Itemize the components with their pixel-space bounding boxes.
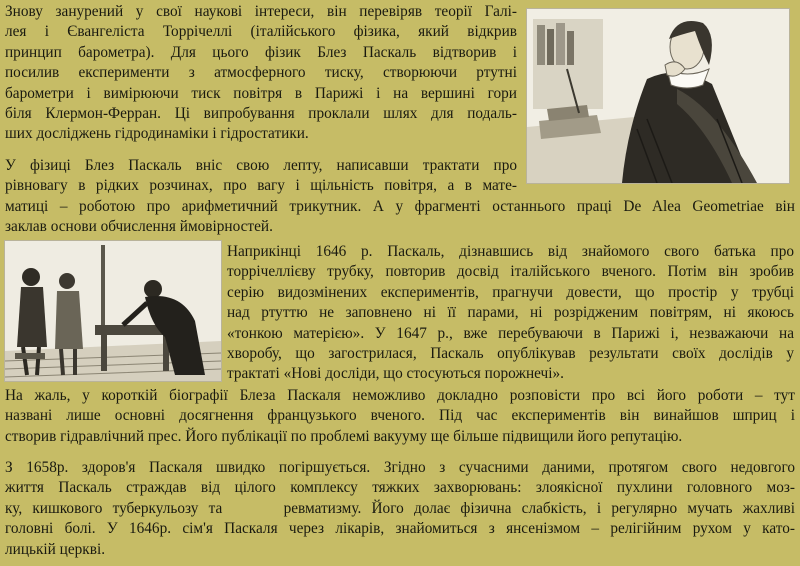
text-line: принцип барометра). Для цього фізик Блез Паскаль відтворив і xyxy=(5,43,517,61)
text-line: серію видозмінених експериментів, прагнучи довести, що простір у трубці xyxy=(227,283,794,301)
paragraph-1646-experiments xyxy=(227,242,794,385)
text-line: головні болі. У 1646р. сім'я Паскаля через лікарів, знайомиться з янсенізмом – релігійним рухом у като- xyxy=(5,520,795,538)
paragraph-health xyxy=(5,458,795,560)
text-line: «тонкою матерією». У 1647 р., вже перебуваючи в Парижі і, незважаючи на xyxy=(227,324,794,342)
paragraph-physics-contributions xyxy=(5,156,795,238)
paragraph-achievements xyxy=(5,386,795,447)
text-line: хворобу, що загострилася, Паскаль опублікував результати своїх дослідів у xyxy=(227,345,794,363)
text-line: матиці – роботою про арифметичний трикутник. А у фрагменті останнього праці De Alea Geometriae він xyxy=(5,197,795,215)
text-line: названі лише основні досягнення французького вченого. Під час експериментів він винайшов шприц і xyxy=(5,407,795,425)
text-line: створив гідравлічний прес. Його публікації по проблемі вакууму ще більше підвищили його репутацію. xyxy=(5,427,683,445)
text-line: лицькій церкві. xyxy=(5,540,106,558)
text-line: ших досліджень гідродинаміки і гідростатики. xyxy=(5,125,309,143)
text-line: над ртуттю не заповнено ні її парами, ні розрідженим повітрям, ні якоюсь xyxy=(227,304,794,322)
text-line: Знову занурений у свої наукові інтереси, він перевіряв теорії Галі- xyxy=(5,3,517,20)
experiment-engraving-image xyxy=(4,240,222,382)
text-line: Наприкінці 1646 р. Паскаль, дізнавшись від знайомого свого батька про xyxy=(227,243,794,260)
text-line: барометри і вимірюючи тиск повітря в Парижі і на вершині гори xyxy=(5,84,517,102)
text-line: У фізиці Блез Паскаль вніс свою лепту, написавши трактати про xyxy=(5,157,517,174)
text-line: біля Клермон-Ферран. Ці випробування проклали шлях для подаль- xyxy=(5,105,517,123)
text-line: торрічеллієву трубку, повторив досвід італійського вченого. Потім він зробив xyxy=(227,263,794,281)
text-line: ку, кишкового туберкульозу та ревматизму. Його долає фізична слабкість, і регулярно мучать жахливі xyxy=(5,499,795,517)
text-line: З 1658р. здоров'я Паскаля швидко погіршується. Згідно з сучасними даними, протягом свого недовгого xyxy=(5,459,795,476)
paragraph-galileo-torricelli xyxy=(5,2,517,145)
text-line: На жаль, у короткій біографії Блеза Паскаля неможливо докладно розповісти про всі його роботи – тут xyxy=(5,387,795,404)
text-line: лея і Євангеліста Торрічеллі (італійського фізика, який відкрив xyxy=(5,23,517,41)
text-line: рівновагу в рідких розчинах, про вагу і щільність повітря, а в мате- xyxy=(5,177,517,195)
text-line: посилив експерименти з атмосферного тиску, створюючи ртутні xyxy=(5,64,517,82)
text-line: заклав основи обчислення ймовірностей. xyxy=(5,218,273,236)
text-line: трактаті «Нові досліди, що стосуються порожнечі». xyxy=(227,365,564,383)
text-line: життя Паскаль страждав від цілого комплексу тяжких захворювань: злоякісної пухлини головного моз- xyxy=(5,479,795,497)
